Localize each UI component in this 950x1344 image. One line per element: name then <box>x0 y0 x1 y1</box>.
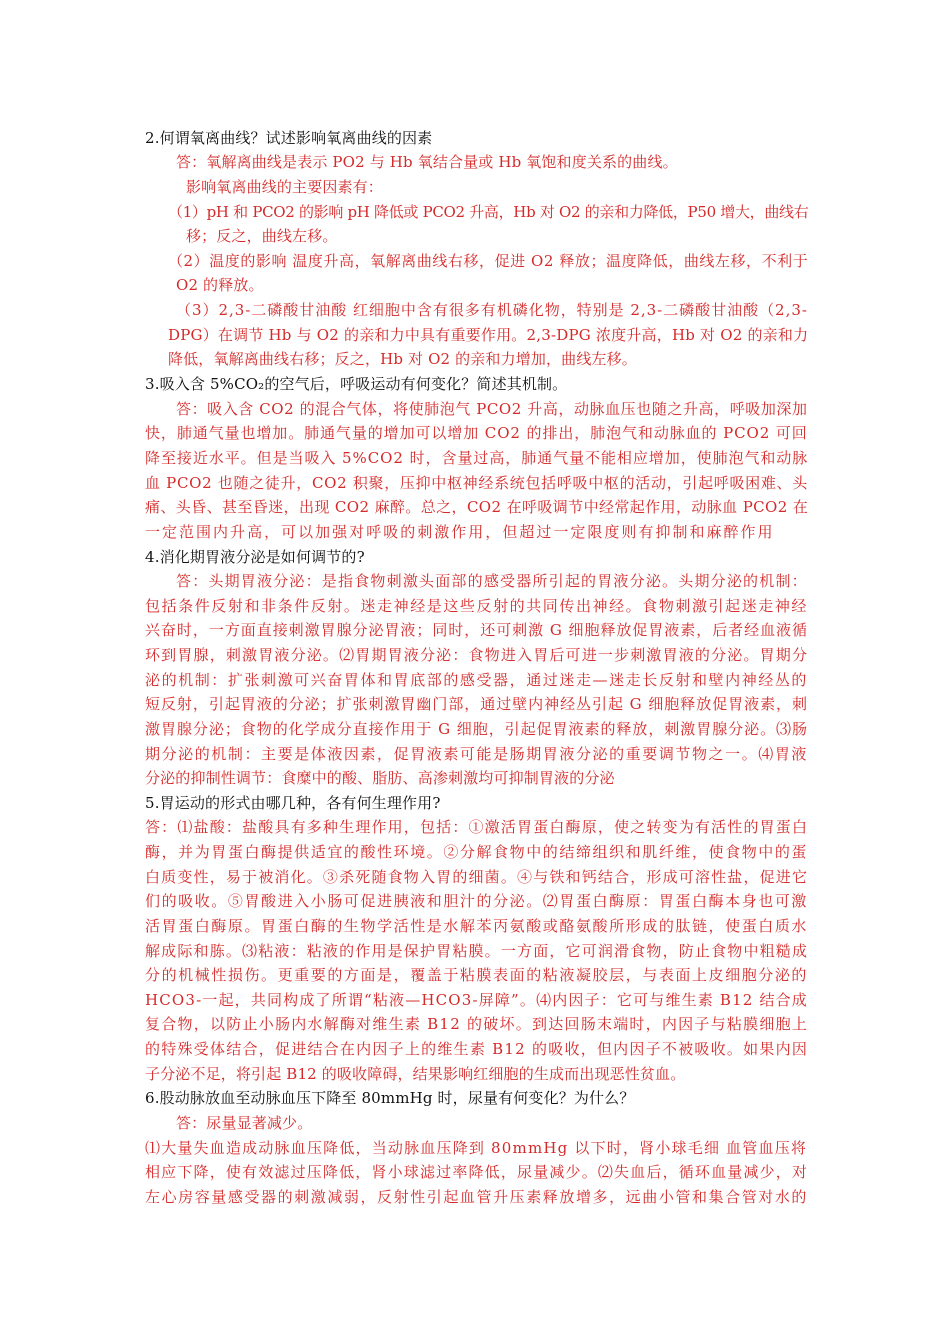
answer-6-line: 左心房容量感受器的刺激减弱，反射性引起血管升压素释放增多，远曲小管和集合管对水的 <box>145 1188 809 1206</box>
answer-2-line: 降低，氧解离曲线右移；反之，Hb 对 O2 的亲和力增加，曲线左移。 <box>168 350 637 368</box>
answer-2-line: 答：氧解离曲线是表示 PO2 与 Hb 氧结合量或 Hb 氧饱和度关系的曲线。 <box>176 153 678 171</box>
question-6-heading: 6.股动脉放血至动脉血压下降至 80mmHg 时，尿量有何变化？为什么？ <box>145 1089 635 1107</box>
answer-2-line: （1）pH 和 PCO2 的影响 pH 降低或 PCO2 升高，Hb 对 O2 的亲和力降低，P50 增大，曲线右 <box>168 203 809 221</box>
question-4-heading: 4.消化期胃液分泌是如何调节的? <box>145 548 365 566</box>
answer-3-line: 血 PCO2 也随之徒升，CO2 积聚，压抑中枢神经系统包括呼吸中枢的活动，引起呼吸困难、头 <box>145 474 808 492</box>
answer-4-line: 包括条件反射和非条件反射。迷走神经是这些反射的共同传出神经。食物刺激引起迷走神经 <box>145 597 809 615</box>
answer-5-line: 的特殊受体结合，促进结合在内因子上的维生素 B12 的吸收，但内因子不被吸收。如果内因 <box>145 1040 809 1058</box>
answer-6-line: 相应下降，使有效滤过压降低，肾小球滤过率降低，尿量减少。⑵失血后，循环血量减少，对 <box>145 1163 809 1181</box>
question-5-heading: 5.胃运动的形式由哪几种，各有何生理作用? <box>145 794 441 812</box>
answer-5-line: 酶，并为胃蛋白酶提供适宜的酸性环境。②分解食物中的结缔组织和肌纤维，使食物中的蛋 <box>145 843 809 861</box>
answer-3-line: 痛、头昏、甚至昏迷，出现 CO2 麻醉。总之，CO2 在呼吸调节中经常起作用，动脉血 PCO2 在 <box>145 498 809 516</box>
answer-3-line: 一定范围内升高，可以加强对呼吸的刺激作用，但超过一定限度则有抑制和麻醉作用 <box>145 523 775 541</box>
answer-5-line: 复合物，以防止小肠内水解酶对维生素 B12 的破坏。到达回肠末端时，内因子与粘膜细胞上 <box>145 1015 809 1033</box>
answer-3-line: 降至接近水平。但是当吸入 5%CO2 时，含量过高，肺通气量不能相应增加，使肺泡气和动脉 <box>145 449 809 467</box>
answer-5-line: 白质变性，易于被消化。③杀死随食物入胃的细菌。④与铁和钙结合，形成可溶性盐，促进它 <box>145 868 809 886</box>
answer-5-line: 们的吸收。⑤胃酸进入小肠可促进胰液和胆汁的分泌。⑵胃蛋白酶原：胃蛋白酶本身也可激 <box>145 892 809 910</box>
answer-2-line: 移；反之，曲线左移。 <box>186 227 338 245</box>
answer-2-line: （3）2,3-二磷酸甘油酸 红细胞中含有很多有机磷化物，特别是 2,3-二磷酸甘油酸（2,3- <box>176 301 808 319</box>
answer-2-line: O2 的释放。 <box>176 276 264 294</box>
answer-6-line: ⑴大量失血造成动脉血压降低，当动脉血压降到 80mmHg 以下时，肾小球毛细 血管血压将 <box>145 1139 808 1157</box>
answer-3-line: 答：吸入含 CO2 的混合气体，将使肺泡气 PCO2 升高，动脉血压也随之升高，呼吸加深加 <box>176 400 808 418</box>
answer-2-line: DPG）在调节 Hb 与 O2 的亲和力中具有重要作用。2,3-DPG 浓度升高，Hb 对 O2 的亲和力 <box>168 326 809 344</box>
answer-4-line: 兴奋时，一方面直接刺激胃腺分泌胃液；同时，还可刺激 G 细胞释放促胃液素，后者经血液循 <box>145 621 808 639</box>
answer-2-line: 影响氧离曲线的主要因素有： <box>186 178 383 196</box>
answer-2-line: （2）温度的影响 温度升高，氧解离曲线右移，促进 O2 释放；温度降低，曲线左移，不利于 <box>168 252 809 270</box>
answer-5-line: 解成际和胨。⑶粘液：粘液的作用是保护胃粘膜。一方面，它可润滑食物，防止食物中粗糙成 <box>145 942 809 960</box>
answer-5-line: 答：⑴盐酸：盐酸具有多种生理作用，包括：①激活胃蛋白酶原，使之转变为有活性的胃蛋白 <box>145 818 809 836</box>
answer-5-line: 子分泌不足，将引起 B12 的吸收障碍，结果影响红细胞的生成而出现恶性贫血。 <box>145 1065 686 1083</box>
answer-4-line: 泌的机制：扩张刺激可兴奋胃体和胃底部的感受器，通过迷走—迷走长反射和壁内神经丛的 <box>145 671 809 689</box>
answer-3-line: 快，肺通气量也增加。肺通气量的增加可以增加 CO2 的排出，肺泡气和动脉血的 PCO2 可回 <box>145 424 808 442</box>
answer-4-line: 期分泌的机制：主要是体液因素，促胃液素可能是肠期胃液分泌的重要调节物之一。⑷胃液 <box>145 745 809 763</box>
question-2-heading: 2.何谓氧离曲线？试述影响氧离曲线的因素 <box>145 129 433 147</box>
question-3-heading: 3.吸入含 5%CO₂的空气后，呼吸运动有何变化？简述其机制。 <box>145 375 568 393</box>
answer-5-line: 分的机械性损伤。更重要的方面是，覆盖于粘膜表面的粘液凝胶层，与表面上皮细胞分泌的 <box>145 966 809 984</box>
answer-5-line: HCO3-一起，共同构成了所谓“粘液—HCO3-屏障”。⑷内因子：它可与维生素 B12 结合成 <box>145 991 808 1009</box>
answer-4-line: 短反射，引起胃液的分泌；扩张刺激胃幽门部，通过壁内神经丛引起 G 细胞释放促胃液素，刺 <box>145 695 808 713</box>
answer-4-line: 分泌的抑制性调节：食糜中的酸、脂肪、高渗刺激均可抑制胃液的分泌 <box>145 769 615 787</box>
answer-4-line: 环到胃腺，刺激胃液分泌。⑵胃期胃液分泌：食物进入胃后可进一步刺激胃液的分泌。胃期分 <box>145 646 809 664</box>
answer-5-line: 活胃蛋白酶原。胃蛋白酶的生物学活性是水解苯丙氨酸或酪氨酸所形成的肽链，使蛋白质水 <box>145 917 809 935</box>
answer-6-line: 答：尿量显著减少。 <box>176 1114 313 1132</box>
answer-4-line: 激胃腺分泌；食物的化学成分直接作用于 G 细胞，引起促胃液素的释放，刺激胃腺分泌。⑶肠 <box>145 720 808 738</box>
answer-4-line: 答：头期胃液分泌：是指食物刺激头面部的感受器所引起的胃液分泌。头期分泌的机制： <box>176 572 808 590</box>
